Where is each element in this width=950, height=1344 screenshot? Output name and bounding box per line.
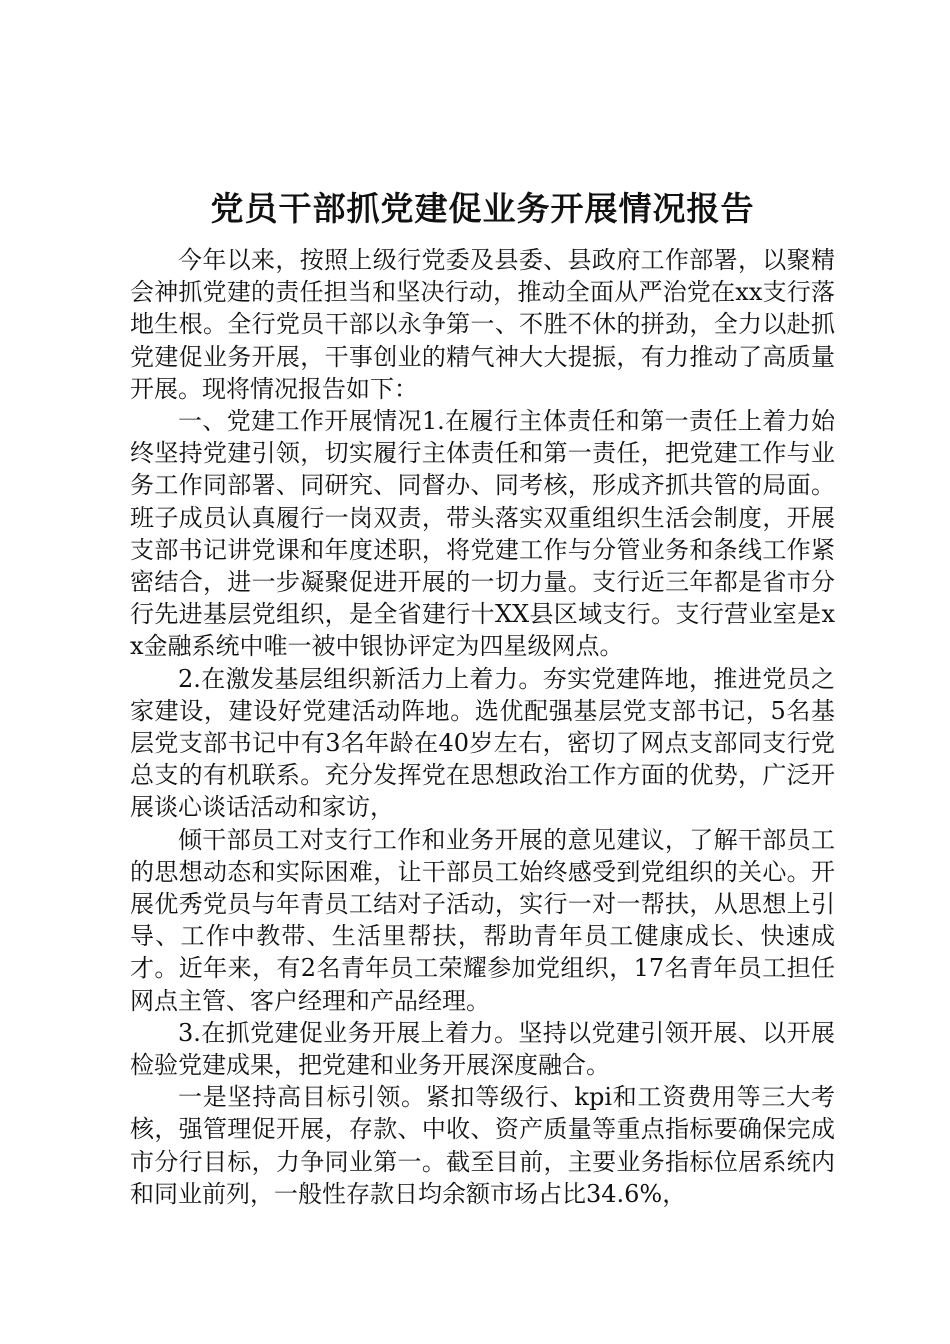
section-two-paragraph: 2.在激发基层组织新活力上着力。夯实党建阵地，推进党员之家建设，建设好党建活动阵地。选优配强基层党支部书记，5名基层党支部书记中有3名年龄在40岁左右，密切了网点支部同支行党总支的有机联系。充分发挥党在思想政治工作方面的优势，广泛开展谈心谈话活动和家访，: [130, 664, 835, 822]
section-one-paragraph: 一、党建工作开展情况1.在履行主体责任和第一责任上着力始终坚持党建引领，切实履行主体责任和第一责任，把党建工作与业务工作同部署、同研究、同督办、同考核，形成齐抓共管的局面。班子成员认真履行一岗双责，带头落实双重组织生活会制度，开展支部书记讲党课和年度述职，将党建工作与分管业务和条线工作紧密结合，进一步凝聚促进开展的一切力量。支行近三年都是省市分行先进基层党组织，是全省建行十XX县区域支行。支行营业室是xx金融系统中唯一被中银协评定为四星级网点。: [130, 407, 835, 661]
section-two-continued-paragraph: 倾干部员工对支行工作和业务开展的意见建议，了解干部员工的思想动态和实际困难，让干部员工始终感受到党组织的关心。开展优秀党员与年青员工结对子活动，实行一对一帮扶，从思想上引导、工作中教带、生活里帮扶，帮助青年员工健康成长、快速成才。近年来，有2名青年员工荣耀参加党组织，17名青年员工担任网点主管、客户经理和产品经理。: [130, 825, 835, 1015]
section-three-paragraph: 3.在抓党建促业务开展上着力。坚持以党建引领开展、以开展检验党建成果，把党建和业务开展深度融合。: [130, 1018, 835, 1080]
intro-paragraph: 今年以来，按照上级行党委及县委、县政府工作部署，以聚精会神抓党建的责任担当和坚决行动，推动全面从严治党在xx支行落地生根。全行党员干部以永争第一、不胜不休的拼劲，全力以赴抓党建促业务开展，干事创业的精气神大大提振，有力推动了高质量开展。现将情况报告如下：: [130, 246, 835, 403]
document-title: 党员干部抓党建促业务开展情况报告: [210, 189, 755, 228]
target-guidance-paragraph: 一是坚持高目标引领。紧扣等级行、kpi和工资费用等三大考核，强管理促开展，存款、中收、资产质量等重点指标要确保完成市分行目标，力争同业第一。截至目前，主要业务指标位居系统内和同业前列，一般性存款日均余额市场占比34.6%，: [130, 1083, 835, 1208]
document-page: [130, 180, 835, 1210]
